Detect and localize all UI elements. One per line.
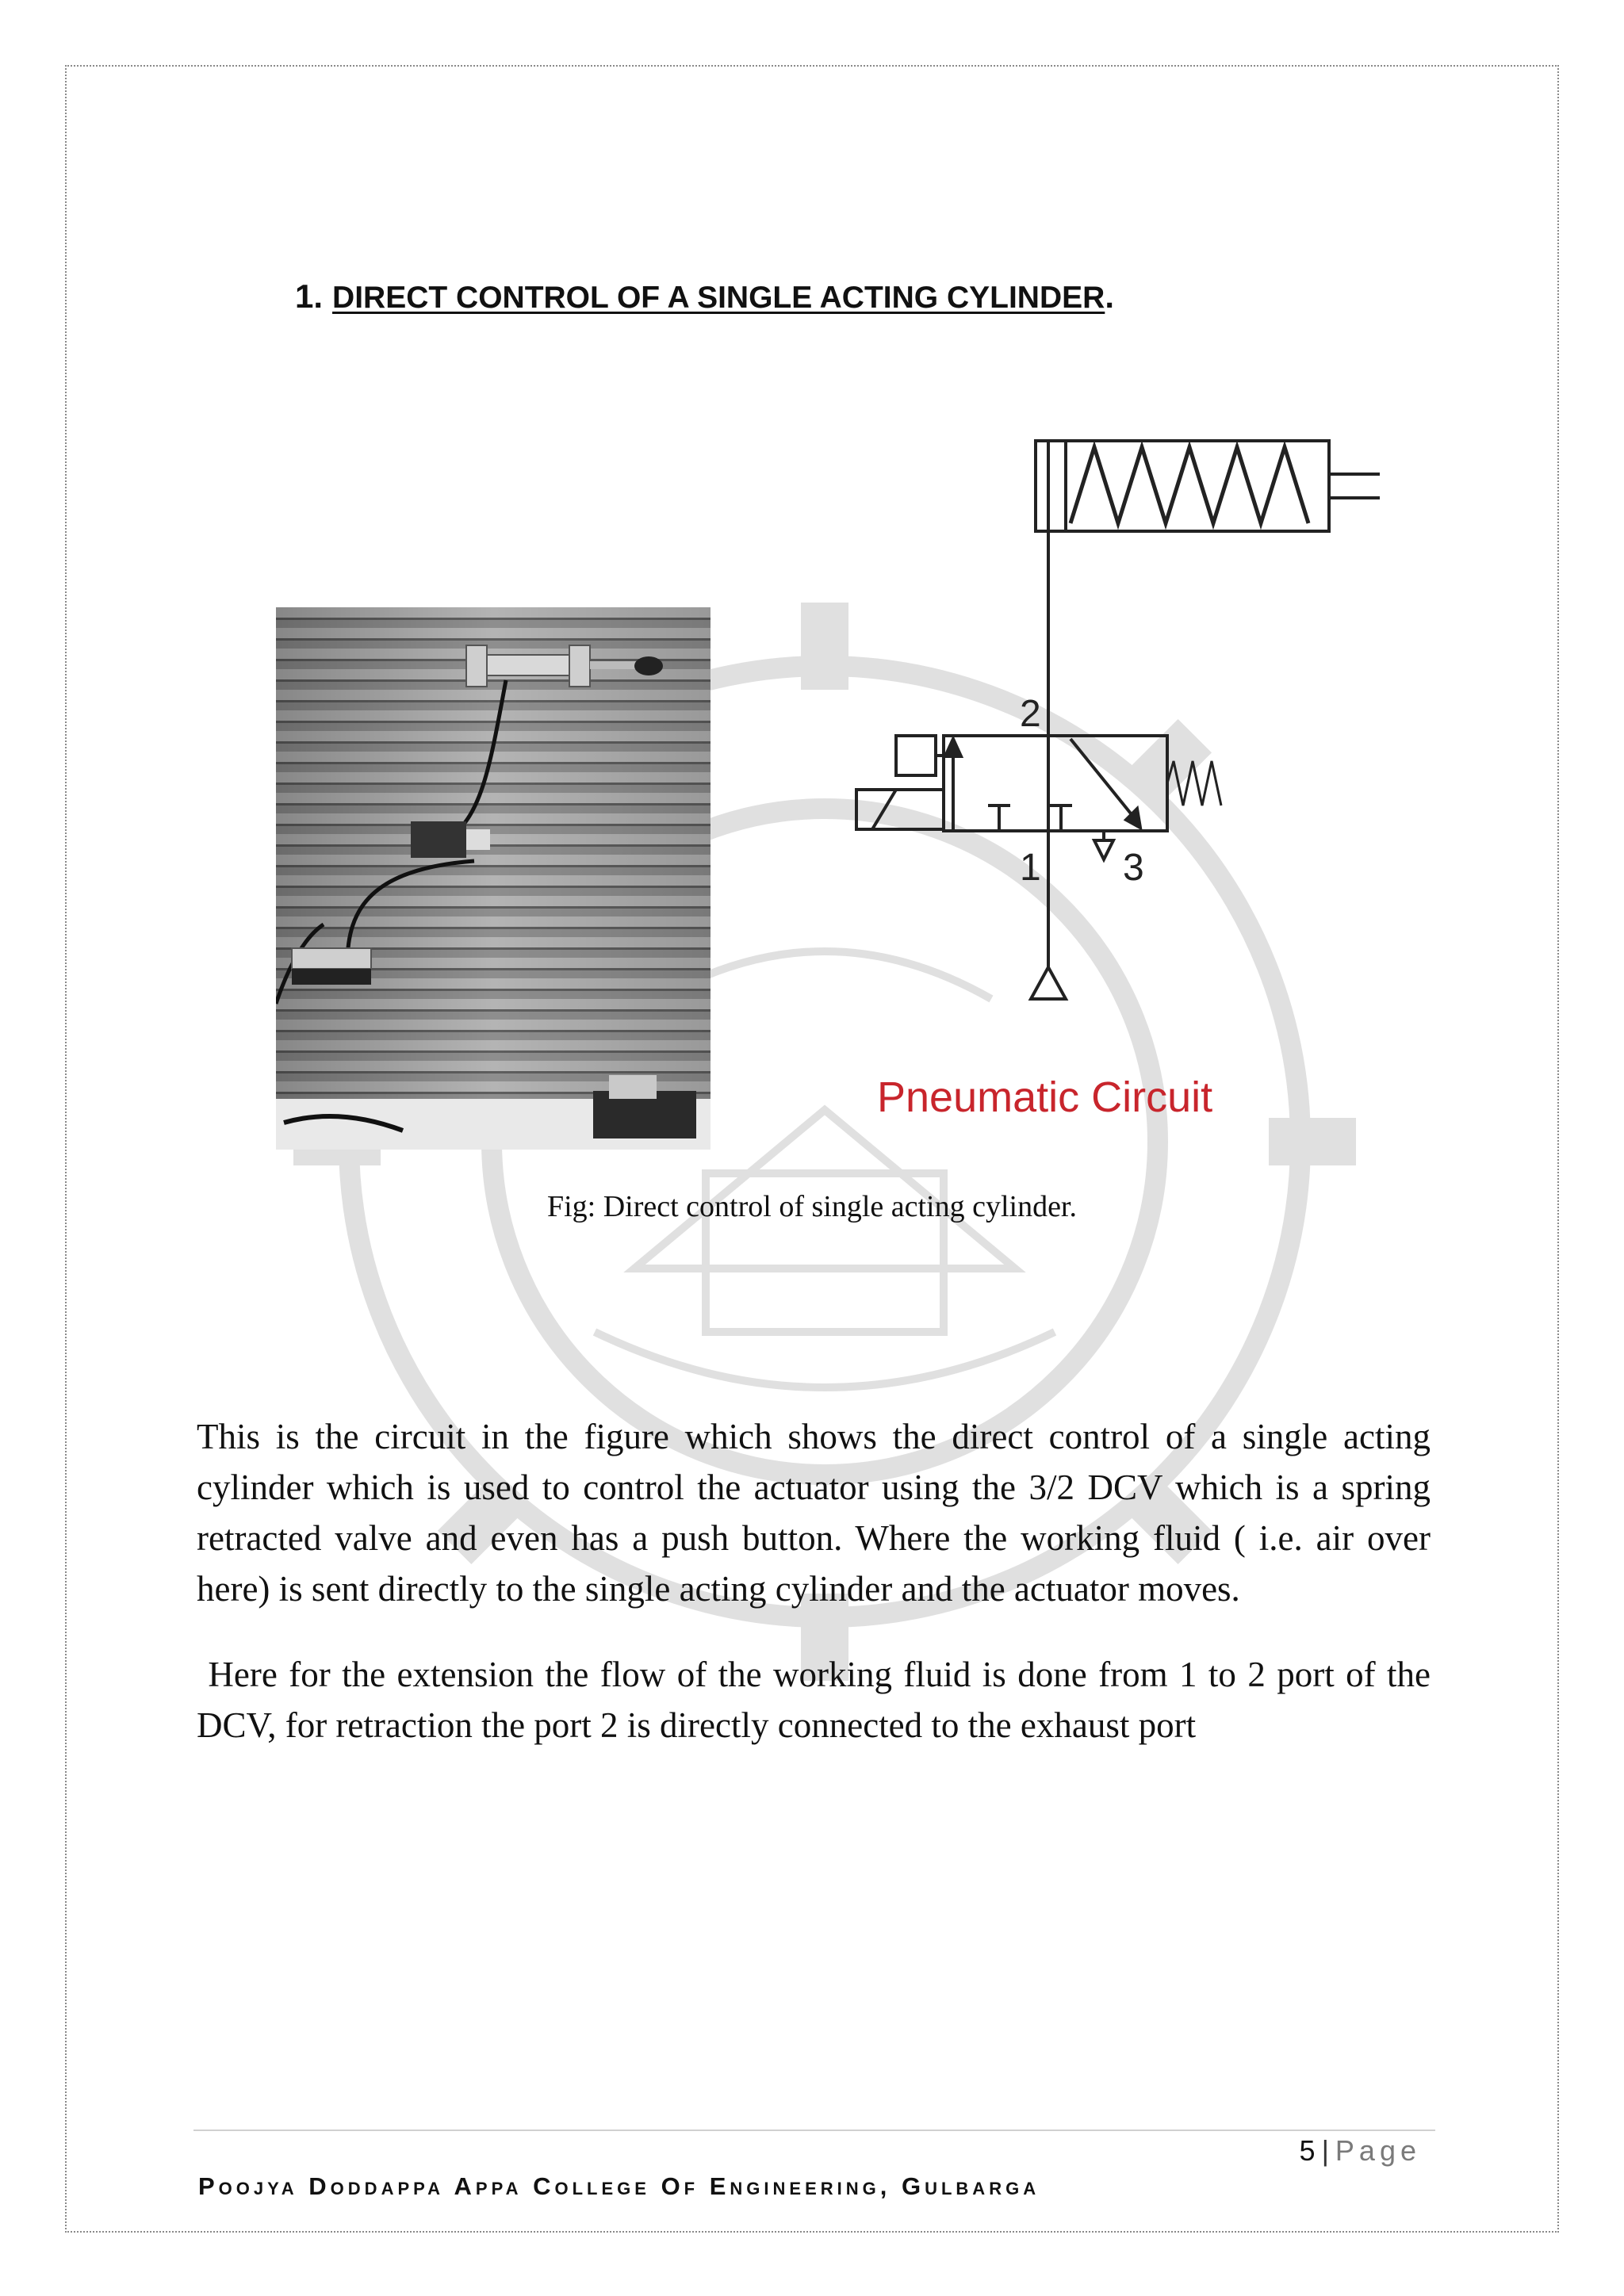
page-number-value: 5 — [1299, 2134, 1316, 2167]
port-label-2: 2 — [1020, 693, 1041, 735]
trainer-photo — [276, 607, 710, 1150]
exhaust-symbol — [1094, 840, 1113, 859]
figure-caption: Fig: Direct control of single acting cylinder. — [546, 1190, 1077, 1223]
cylinder-spring — [1071, 447, 1308, 523]
pressure-source-symbol — [1031, 967, 1066, 999]
body-paragraph-2: Here for the extension the flow of the working fluid is done from 1 to 2 port of the DCV, for retraction the port 2 is directly connected to the exhaust port — [197, 1655, 1440, 1745]
circuit-label: Pneumatic Circuit — [877, 1073, 1213, 1121]
pneumatic-circuit-diagram — [841, 428, 1443, 1126]
section-number: 1. — [295, 277, 324, 315]
section-title-period: . — [1105, 277, 1114, 315]
footer-college-name: Poojya Doddappa Appa College Of Engineering, Gulbarga — [198, 2172, 1040, 2200]
section-title: DIRECT CONTROL OF A SINGLE ACTING CYLINDER — [332, 281, 1105, 315]
footer-rule — [193, 2130, 1435, 2131]
port-label-3: 3 — [1123, 847, 1144, 889]
body-paragraph-1: This is the circuit in the figure which shows the direct control of a single acting cylinder which is used to control the actuator using the 3/2 DCV which is a spring retracted valve and even has a push button. Where the working fluid ( i.e. air over here) is sent directly to the single acting cylinder and the actuator moves. — [197, 1417, 1431, 1609]
page-number — [1300, 2134, 1421, 2168]
page-word: Page — [1335, 2134, 1421, 2167]
port-label-1: 1 — [1020, 847, 1041, 889]
page-number-separator: | — [1321, 2134, 1329, 2167]
section-heading — [295, 277, 1114, 316]
trainer-photo-illustration — [276, 607, 710, 1150]
